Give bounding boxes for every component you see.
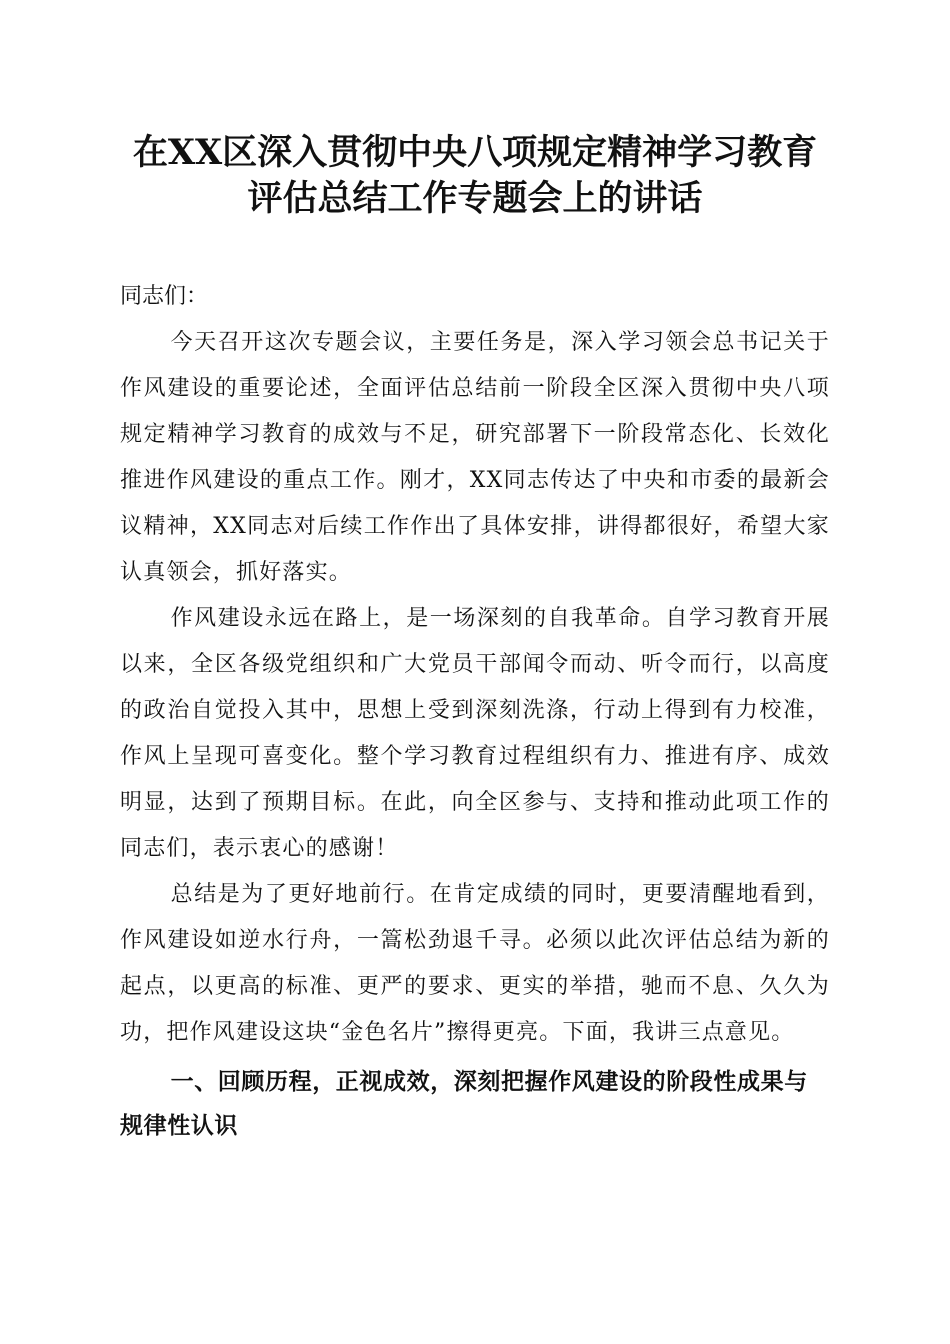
- title-line-1: 在XX区深入贯彻中央八项规定精神学习教育: [132, 132, 818, 173]
- paragraph-2: 作风建设永远在路上，是一场深刻的自我革命。自学习教育开展以来，全区各级党组织和广大党员干部闻令而动、听令而行，以高度的政治自觉投入其中，思想上受到深刻洗涤，行动上得到有力校准，作风上呈现可喜变化。整个学习教育过程组织有力、推进有序、成效明显，达到了预期目标。在此，向全区参与、支持和推动此项工作的同志们，表示衷心的感谢！: [120, 606, 830, 861]
- title-line-2: 评估总结工作专题会上的讲话: [247, 178, 703, 219]
- paragraph-3: 总结是为了更好地前行。在肯定成绩的同时，更要清醒地看到，作风建设如逆水行舟，一篙松劲退千寻。必须以此次评估总结为新的起点，以更高的标准、更严的要求、更实的举措，驰而不息、久久为功，把作风建设这块“金色名片”擦得更亮。下面，我讲三点意见。: [120, 882, 830, 1045]
- paragraph-1: 今天召开这次专题会议，主要任务是，深入学习领会总书记关于作风建设的重要论述，全面评估总结前一阶段全区深入贯彻中央八项规定精神学习教育的成效与不足，研究部署下一阶段常态化、长效化推进作风建设的重点工作。刚才，XX同志传达了中央和市委的最新会议精神，XX同志对后续工作作出了具体安排，讲得都很好，希望大家认真领会，抓好落实。: [120, 330, 830, 585]
- greeting: 同志们：: [120, 284, 209, 309]
- document-page: [120, 130, 830, 1148]
- section-heading-1: 一、回顾历程，正视成效，深刻把握作风建设的阶段性成果与规律性认识: [120, 1069, 808, 1139]
- document-title: [120, 130, 830, 222]
